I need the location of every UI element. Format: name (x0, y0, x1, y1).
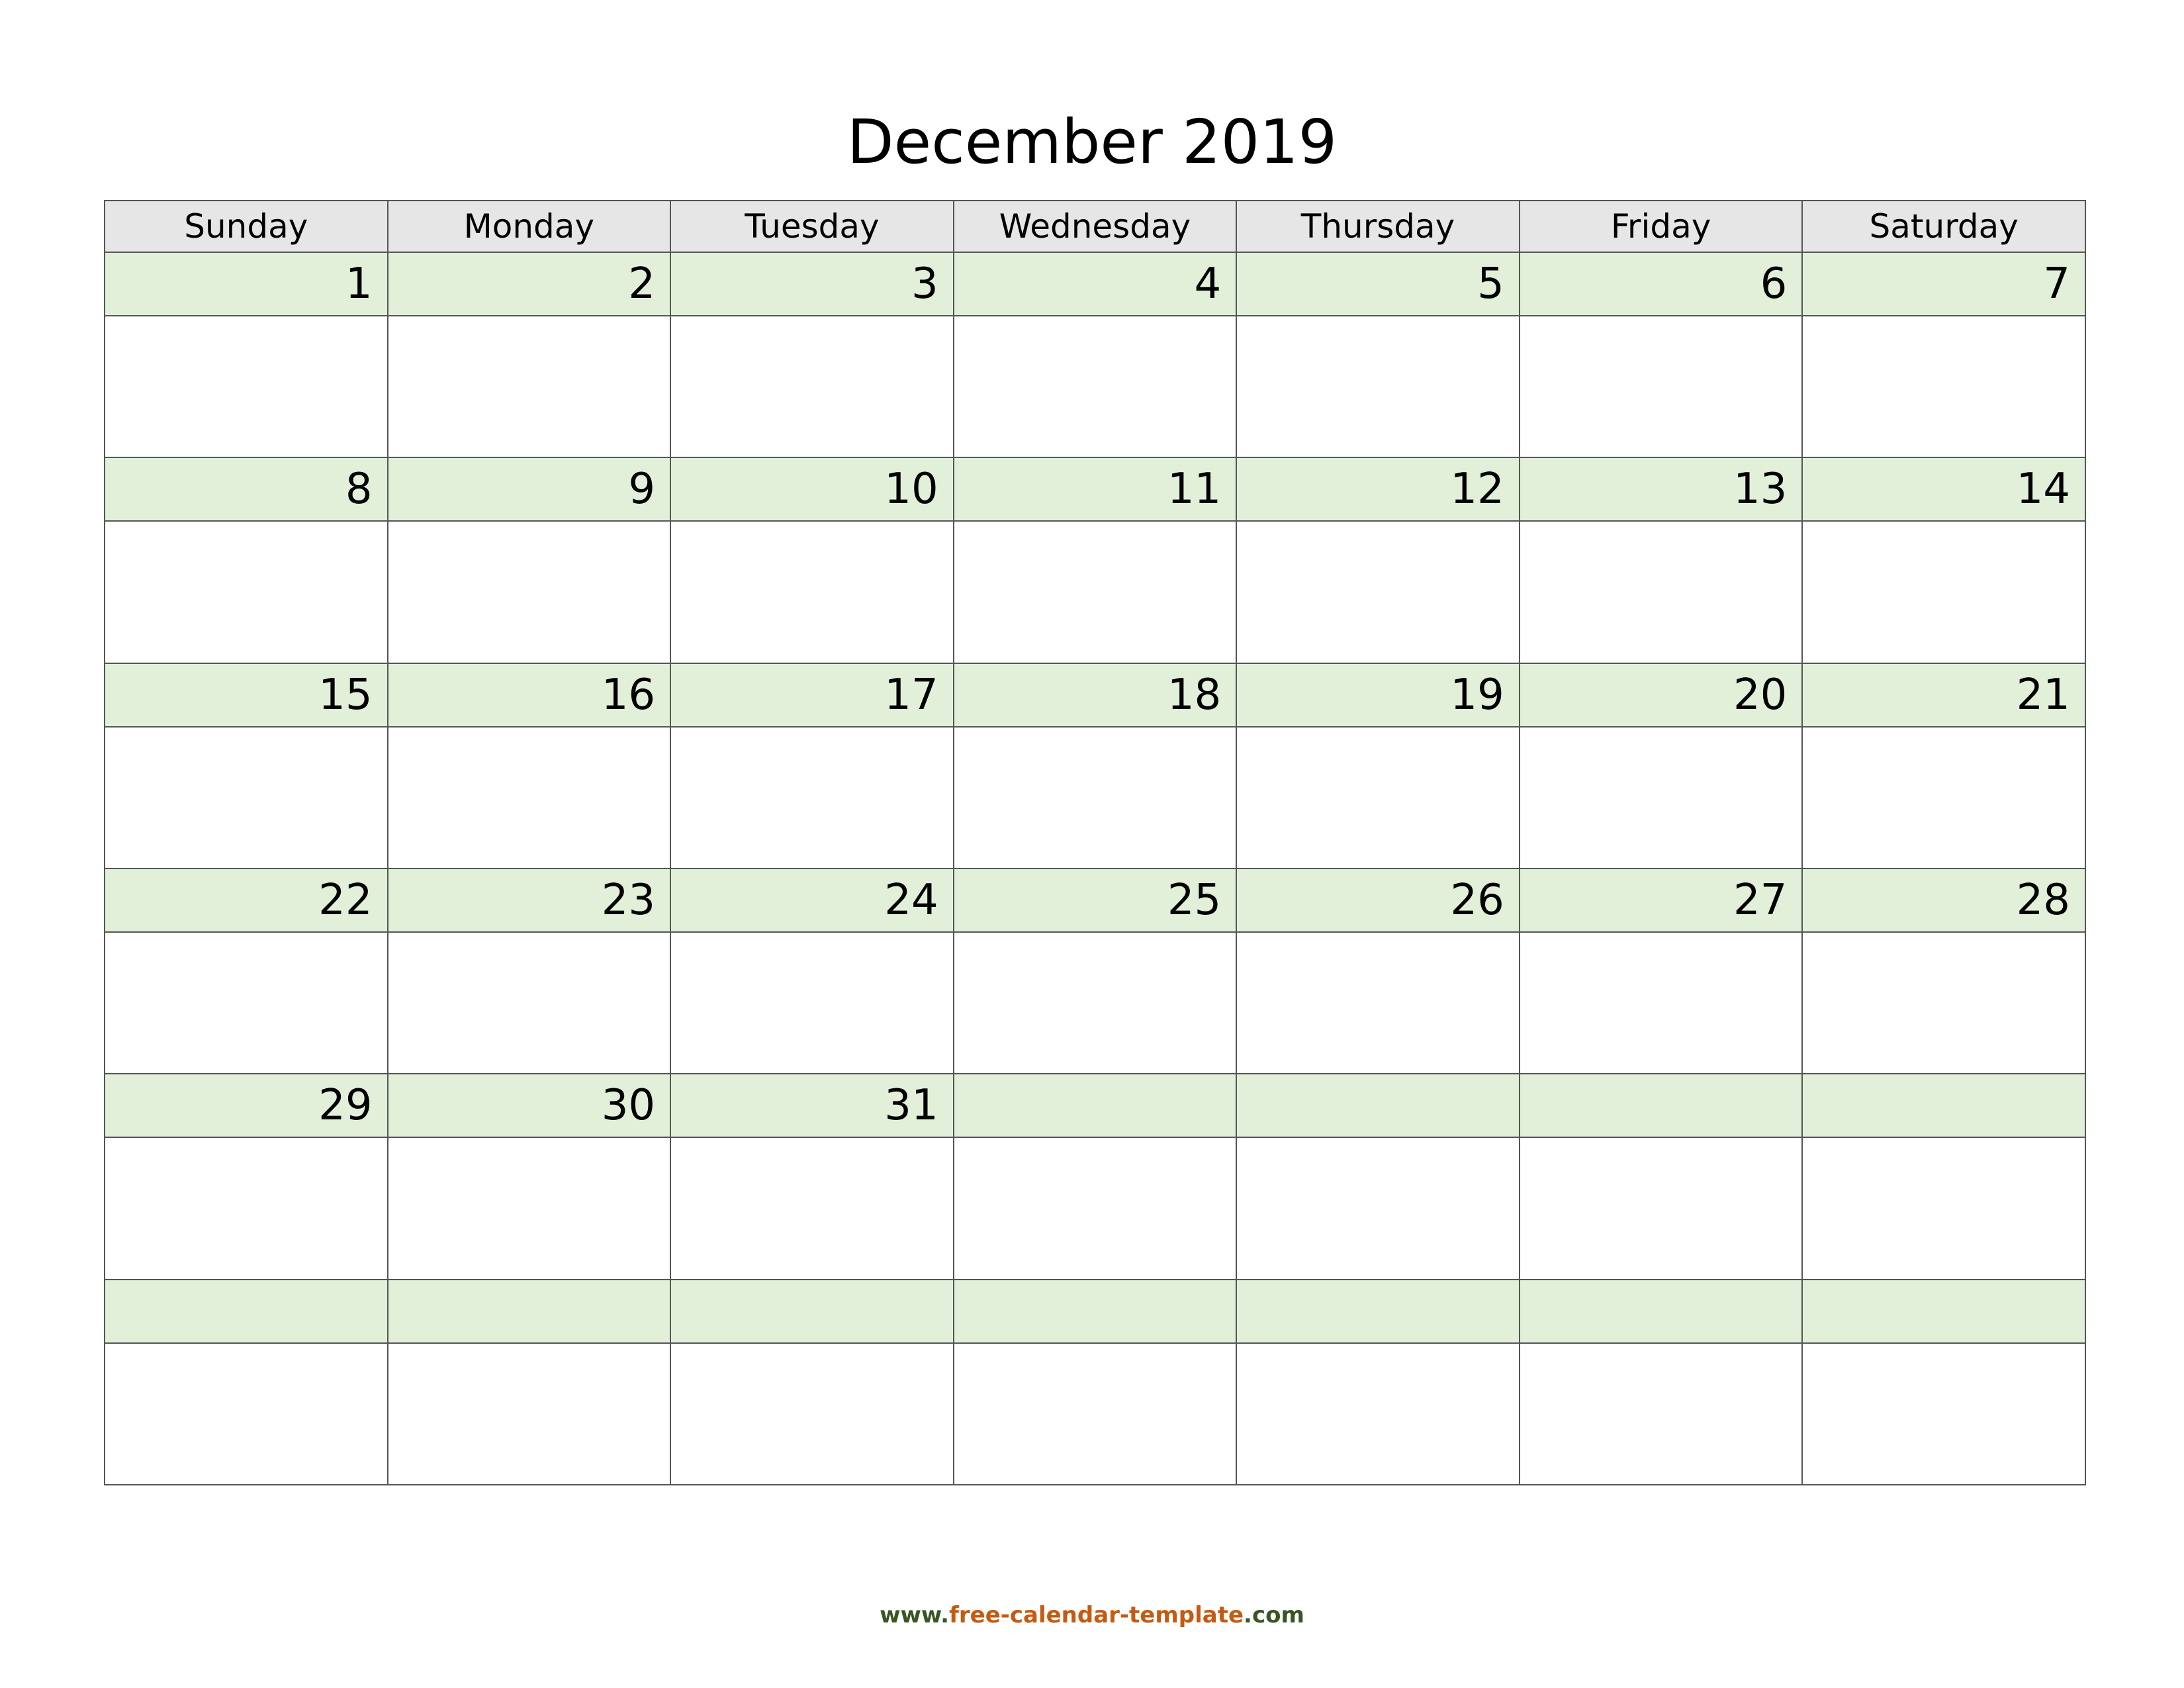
day-notes-cell (1520, 1137, 1803, 1279)
day-notes-cell (1802, 316, 2085, 457)
day-notes-cell (388, 932, 671, 1074)
weekday-header-row (105, 201, 2085, 252)
day-number: 27 (1520, 868, 1803, 932)
day-number-row (105, 1074, 2085, 1137)
day-number: 30 (388, 1074, 671, 1137)
day-number-row (105, 1280, 2085, 1343)
day-notes-cell (1520, 727, 1803, 868)
day-number: 14 (1802, 457, 2085, 521)
day-number (954, 1074, 1237, 1137)
day-number (1520, 1280, 1803, 1343)
day-notes-cell (105, 521, 388, 663)
weekday-header: Monday (388, 201, 671, 252)
weekday-header: Wednesday (954, 201, 1237, 252)
day-number: 31 (670, 1074, 954, 1137)
day-number: 3 (670, 252, 954, 316)
day-number (1802, 1280, 2085, 1343)
footer-middle: free-calendar-template (949, 1602, 1244, 1628)
day-number-row (105, 252, 2085, 316)
day-number (954, 1280, 1237, 1343)
day-number: 19 (1236, 663, 1520, 727)
footer-suffix: .com (1244, 1602, 1304, 1628)
day-notes-cell (1236, 521, 1520, 663)
day-number: 17 (670, 663, 954, 727)
day-number (1236, 1074, 1520, 1137)
day-number: 9 (388, 457, 671, 521)
day-notes-cell (954, 1137, 1237, 1279)
day-notes-cell (1802, 521, 2085, 663)
day-number: 16 (388, 663, 671, 727)
day-number (388, 1280, 671, 1343)
day-number: 24 (670, 868, 954, 932)
day-notes-cell (1236, 1343, 1520, 1485)
footer-prefix: www. (880, 1602, 950, 1628)
day-number: 29 (105, 1074, 388, 1137)
day-notes-cell (105, 1343, 388, 1485)
day-number: 2 (388, 252, 671, 316)
day-number: 28 (1802, 868, 2085, 932)
day-number (1520, 1074, 1803, 1137)
day-number (105, 1280, 388, 1343)
day-number: 23 (388, 868, 671, 932)
day-notes-row (105, 521, 2085, 663)
day-notes-cell (388, 727, 671, 868)
day-notes-cell (105, 1137, 388, 1279)
day-notes-cell (954, 521, 1237, 663)
day-number-row (105, 457, 2085, 521)
day-number: 12 (1236, 457, 1520, 521)
day-number: 1 (105, 252, 388, 316)
day-number: 15 (105, 663, 388, 727)
day-notes-cell (1802, 932, 2085, 1074)
day-notes-cell (1520, 932, 1803, 1074)
day-notes-cell (1236, 932, 1520, 1074)
day-number: 4 (954, 252, 1237, 316)
footer-website-link[interactable] (0, 1602, 2184, 1628)
day-number (1236, 1280, 1520, 1343)
day-notes-cell (388, 1343, 671, 1485)
day-notes-cell (1236, 1137, 1520, 1279)
day-number-row (105, 663, 2085, 727)
day-notes-cell (1802, 1343, 2085, 1485)
day-notes-cell (670, 521, 954, 663)
day-notes-cell (670, 316, 954, 457)
day-notes-cell (388, 316, 671, 457)
day-notes-cell (1520, 1343, 1803, 1485)
day-notes-row (105, 727, 2085, 868)
day-number: 6 (1520, 252, 1803, 316)
day-notes-cell (388, 521, 671, 663)
day-notes-cell (1802, 727, 2085, 868)
day-number (670, 1280, 954, 1343)
day-notes-cell (670, 727, 954, 868)
day-notes-row (105, 1137, 2085, 1279)
day-number: 10 (670, 457, 954, 521)
day-number: 20 (1520, 663, 1803, 727)
day-notes-row (105, 1343, 2085, 1485)
day-number: 25 (954, 868, 1237, 932)
day-notes-row (105, 932, 2085, 1074)
day-notes-cell (670, 932, 954, 1074)
day-notes-cell (105, 727, 388, 868)
day-number: 13 (1520, 457, 1803, 521)
day-number: 21 (1802, 663, 2085, 727)
weekday-header: Tuesday (670, 201, 954, 252)
day-number (1802, 1074, 2085, 1137)
day-notes-cell (1520, 316, 1803, 457)
day-notes-cell (954, 1343, 1237, 1485)
weekday-header: Sunday (105, 201, 388, 252)
day-notes-cell (388, 1137, 671, 1279)
day-notes-cell (1236, 316, 1520, 457)
weekday-header: Saturday (1802, 201, 2085, 252)
day-number: 18 (954, 663, 1237, 727)
day-notes-cell (105, 316, 388, 457)
day-notes-cell (1520, 521, 1803, 663)
weekday-header: Thursday (1236, 201, 1520, 252)
day-notes-cell (1236, 727, 1520, 868)
day-number: 11 (954, 457, 1237, 521)
day-notes-cell (670, 1343, 954, 1485)
day-notes-cell (954, 727, 1237, 868)
day-notes-cell (670, 1137, 954, 1279)
day-number: 8 (105, 457, 388, 521)
weekday-header: Friday (1520, 201, 1803, 252)
day-notes-cell (954, 316, 1237, 457)
day-notes-cell (1802, 1137, 2085, 1279)
calendar-title: December 2019 (846, 107, 1338, 177)
day-number: 7 (1802, 252, 2085, 316)
day-number: 26 (1236, 868, 1520, 932)
day-notes-cell (105, 932, 388, 1074)
day-notes-row (105, 316, 2085, 457)
day-number: 22 (105, 868, 388, 932)
day-number-row (105, 868, 2085, 932)
day-number: 5 (1236, 252, 1520, 316)
day-notes-cell (954, 932, 1237, 1074)
calendar-grid (104, 200, 2086, 1485)
